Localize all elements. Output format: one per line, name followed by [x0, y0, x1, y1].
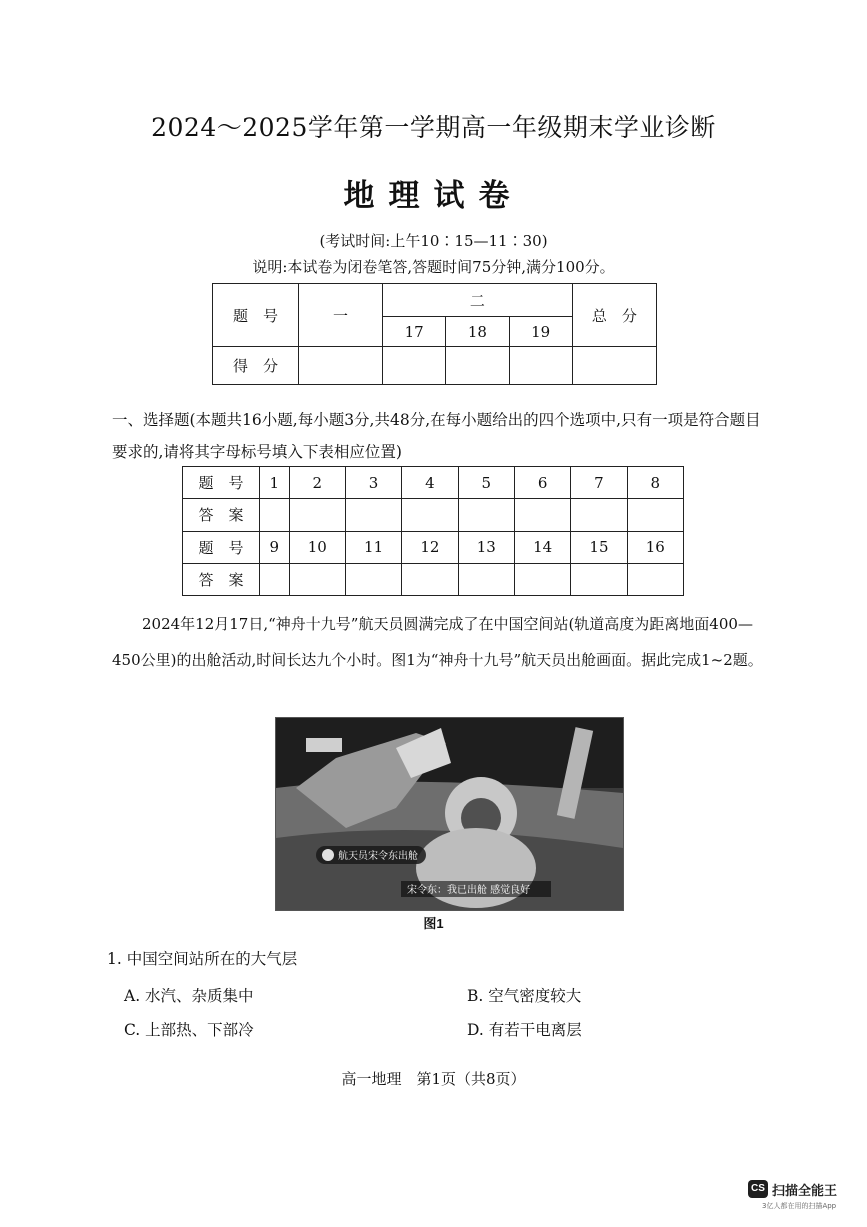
section-1-instructions: 一、选择题(本题共16小题,每小题3分,共48分,在每小题给出的四个选项中,只有一项是符合题目要求的,请将其字母标号填入下表相应位置) [112, 411, 761, 461]
question-1-stem: 1. 中国空间站所在的大气层 [107, 950, 298, 968]
answer-table-q-label: 题 号 [183, 531, 260, 563]
option-d: D. 有若干电离层 [467, 1021, 582, 1039]
score-cell [446, 347, 509, 385]
answer-cell [458, 499, 514, 531]
question-number: 3 [345, 467, 401, 499]
question-number: 11 [345, 531, 401, 563]
answer-table-q-label: 题 号 [183, 467, 260, 499]
option-c: C. 上部热、下部冷 [124, 1021, 254, 1039]
answer-cell [402, 499, 458, 531]
question-number: 6 [514, 467, 570, 499]
astronaut-photo [275, 717, 624, 911]
answer-cell [571, 499, 627, 531]
subject-title: 地理试卷 [343, 178, 524, 214]
score-table-part2: 二 [382, 284, 572, 317]
camscanner-logo-icon: CS [748, 1180, 768, 1198]
answer-cell [627, 563, 683, 595]
question-number: 9 [260, 531, 290, 563]
answer-cell [345, 563, 401, 595]
answer-cell [260, 563, 290, 595]
answer-table [182, 466, 684, 596]
answer-cell [627, 499, 683, 531]
figure-overlay-label: 航天员宋令东出舱 [338, 851, 418, 862]
answer-cell [458, 563, 514, 595]
question-number: 15 [571, 531, 627, 563]
option-a: A. 水汽、杂质集中 [124, 987, 254, 1005]
score-cell [382, 347, 445, 385]
question-number: 7 [571, 467, 627, 499]
score-table-col-19: 19 [509, 317, 572, 347]
score-cell [299, 347, 383, 385]
question-number: 5 [458, 467, 514, 499]
question-number: 10 [289, 531, 345, 563]
question-number: 14 [514, 531, 570, 563]
figure-subtitle: 宋令东：我已出舱 感觉良好 [407, 885, 531, 896]
figure-caption: 图1 [423, 916, 444, 931]
question-number: 8 [627, 467, 683, 499]
camscanner-name: 扫描全能王 [772, 1184, 838, 1199]
question-number: 4 [402, 467, 458, 499]
score-row-label: 得 分 [213, 347, 299, 385]
answer-cell [571, 563, 627, 595]
exam-time: (考试时间:上午10∶15—11∶30) [319, 232, 548, 250]
score-table-col-18: 18 [446, 317, 509, 347]
page-footer: 高一地理 第1页（共8页） [341, 1070, 526, 1088]
exam-instructions: 说明:本试卷为闭卷笔答,答题时间75分钟,满分100分。 [252, 258, 615, 276]
camscanner-tagline: 3亿人都在用的扫描App [762, 1202, 837, 1210]
answer-cell [345, 499, 401, 531]
astronaut-image [276, 718, 623, 910]
score-cell [509, 347, 572, 385]
question-number: 1 [260, 467, 290, 499]
score-cell [572, 347, 656, 385]
score-table [212, 283, 657, 385]
exam-title: 2024～2025学年第一学期高一年级期末学业诊断 [151, 113, 716, 142]
answer-table-a-label: 答 案 [183, 563, 260, 595]
question-number: 2 [289, 467, 345, 499]
question-number: 12 [402, 531, 458, 563]
score-table-total: 总 分 [572, 284, 656, 347]
option-b: B. 空气密度较大 [467, 987, 582, 1005]
question-number: 13 [458, 531, 514, 563]
score-table-part1: 一 [299, 284, 383, 347]
score-table-col-17: 17 [382, 317, 445, 347]
answer-table-a-label: 答 案 [183, 499, 260, 531]
answer-cell [289, 563, 345, 595]
answer-cell [514, 499, 570, 531]
score-table-label: 题 号 [213, 284, 299, 347]
answer-cell [289, 499, 345, 531]
answer-cell [402, 563, 458, 595]
answer-cell [514, 563, 570, 595]
question-number: 16 [627, 531, 683, 563]
reading-passage: 2024年12月17日,“神舟十九号”航天员圆满完成了在中国空间站(轨道高度为距离地面400—450公里)的出舱活动,时间长达九个小时。图1为“神舟十九号”航天员出舱画面。据此完成1~2题。 [112, 615, 763, 669]
answer-cell [260, 499, 290, 531]
